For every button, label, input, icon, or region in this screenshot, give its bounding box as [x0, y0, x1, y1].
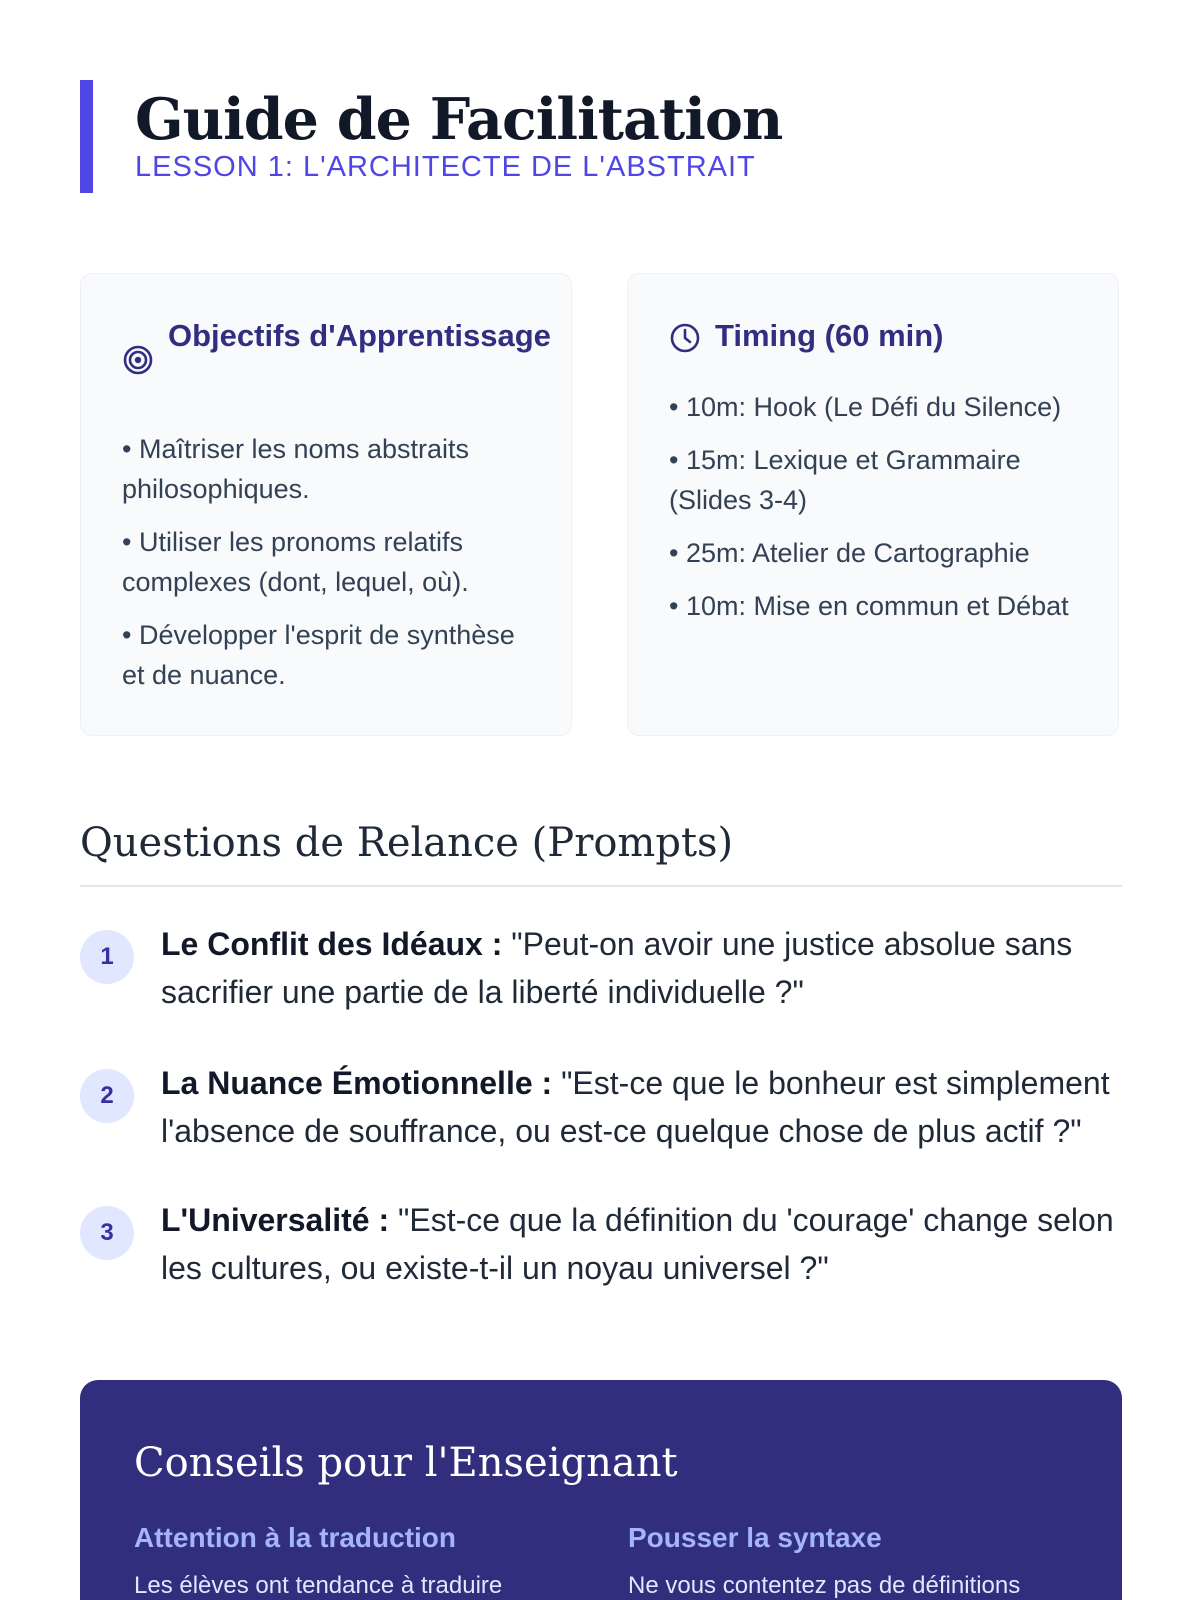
objectives-card-header: [122, 320, 551, 376]
tip-heading: Attention à la traduction: [134, 1522, 456, 1553]
prompt-text: [161, 920, 1122, 1016]
prompt-number-badge: 1: [80, 930, 134, 984]
prompt-question: "Est-ce que la définition du 'courage' change selon les cultures, ou existe-t-il un noyau universel ?": [161, 1202, 1114, 1286]
prompt-text: [161, 1059, 1122, 1155]
objectives-card: [80, 273, 572, 736]
timing-title: Timing (60 min): [715, 318, 944, 353]
prompt-label: Le Conflit des Idéaux :: [161, 926, 503, 962]
objectives-list: [122, 429, 535, 708]
list-item: • Utiliser les pronoms relatifs complexes (dont, lequel, où).: [122, 527, 469, 597]
tip-body: Ne vous contentez pas de définitions: [628, 1572, 1021, 1599]
teacher-tips-panel: [80, 1380, 1122, 1600]
prompt-question: "Peut-on avoir une justice absolue sans sacrifier une partie de la liberté individuelle ?": [161, 926, 1073, 1010]
list-item: • 25m: Atelier de Cartographie: [669, 538, 1030, 568]
tip-syntax: [628, 1518, 1088, 1600]
list-item: • 10m: Mise en commun et Débat: [669, 591, 1069, 621]
prompt-number-badge: 2: [80, 1069, 134, 1123]
prompt-number-badge: 3: [80, 1206, 134, 1260]
prompt-label: La Nuance Émotionnelle :: [161, 1065, 553, 1101]
tip-translation: [134, 1518, 594, 1600]
list-item: • 10m: Hook (Le Défi du Silence): [669, 392, 1062, 422]
timing-card: [627, 273, 1119, 736]
list-item: • 15m: Lexique et Grammaire (Slides 3-4): [669, 445, 1021, 515]
clock-icon: [669, 322, 701, 354]
tips-title: Conseils pour l'Enseignant: [134, 1440, 678, 1486]
page-subtitle: LESSON 1: L'ARCHITECTE DE L'ABSTRAIT: [135, 151, 756, 183]
list-item: • Maîtriser les noms abstraits philosophiques.: [122, 434, 470, 504]
tip-heading: Pousser la syntaxe: [628, 1522, 882, 1553]
target-icon: [122, 344, 154, 376]
prompt-question: "Est-ce que le bonheur est simplement l'absence de souffrance, ou est-ce quelque chose de plus actif ?": [161, 1065, 1110, 1149]
page-header: [80, 80, 782, 193]
page-title: Guide de Facilitation: [135, 86, 783, 153]
timing-list: [669, 387, 1082, 639]
timing-card-header: [669, 320, 1098, 359]
tip-body: Les élèves ont tendance à traduire: [134, 1572, 503, 1599]
prompts-section-title: Questions de Relance (Prompts): [80, 820, 734, 866]
list-item: • Développer l'esprit de synthèse et de nuance.: [122, 620, 515, 690]
section-divider: [80, 885, 1122, 887]
objectives-title: Objectifs d'Apprentissage: [168, 318, 551, 353]
prompt-text: [161, 1196, 1122, 1292]
prompt-label: L'Universalité :: [161, 1202, 390, 1238]
